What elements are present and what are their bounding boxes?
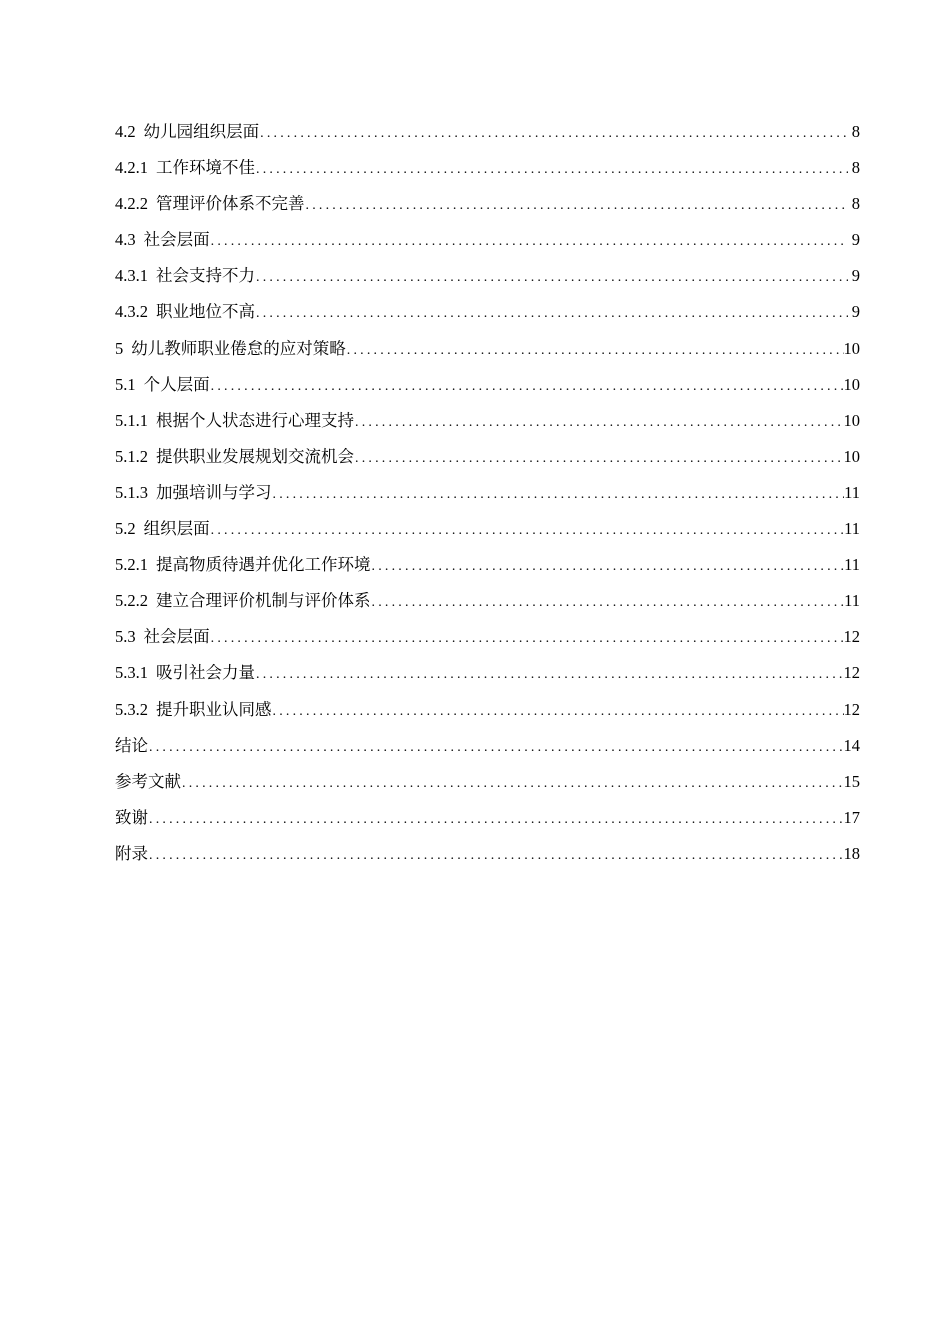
toc-entry[interactable] [115, 367, 860, 403]
toc-section-title: 社会支持不力 [156, 266, 255, 286]
toc-dot-leader [148, 838, 844, 872]
toc-section-title: 根据个人状态进行心理支持 [156, 410, 354, 430]
toc-dot-leader [346, 333, 844, 367]
toc-section-number: 4.2.2 [115, 194, 148, 214]
toc-dot-leader [148, 730, 844, 764]
toc-section-number: 5.1 [115, 374, 136, 394]
toc-section-title: 参考文献 [115, 771, 181, 791]
toc-entry[interactable] [115, 692, 860, 728]
toc-section-number: 5 [115, 338, 124, 358]
toc-section-title: 幼儿教师职业倦怠的应对策略 [131, 338, 346, 358]
toc-entry[interactable] [115, 403, 860, 439]
toc-section-number: 5.1.1 [115, 410, 148, 430]
toc-dot-leader [259, 116, 848, 150]
toc-entry[interactable] [115, 222, 860, 258]
toc-section-number: 4.2 [115, 122, 136, 141]
toc-entry[interactable] [115, 186, 860, 222]
toc-page-number: 8 [851, 122, 860, 141]
toc-dot-leader [210, 369, 844, 403]
table-of-contents [115, 114, 860, 872]
toc-entry[interactable] [115, 655, 860, 691]
toc-dot-leader [371, 585, 845, 619]
toc-entry[interactable] [115, 547, 860, 583]
toc-page-number: 11 [844, 482, 860, 502]
toc-section-title: 职业地位不高 [156, 302, 255, 322]
toc-dot-leader [255, 657, 844, 691]
toc-section-number: 4.3.2 [115, 302, 148, 322]
toc-entry[interactable] [115, 150, 860, 186]
toc-section-title: 提高物质待遇并优化工作环境 [156, 555, 371, 575]
toc-dot-leader [255, 152, 848, 186]
toc-section-title: 结论 [115, 735, 148, 755]
toc-entry[interactable] [115, 475, 860, 511]
toc-section-title: 社会层面 [143, 627, 210, 647]
toc-section-number: 4.2.1 [115, 158, 148, 178]
toc-entry[interactable] [115, 728, 860, 764]
toc-entry[interactable] [115, 439, 860, 475]
toc-page-number: 10 [843, 446, 860, 466]
toc-section-number: 4.3 [115, 230, 136, 250]
toc-page-number: 9 [851, 266, 860, 286]
toc-entry[interactable] [115, 583, 860, 619]
toc-dot-leader [354, 405, 844, 439]
toc-section-number: 5.2.2 [115, 591, 148, 611]
toc-entry[interactable] [115, 258, 860, 294]
toc-section-number: 5.2.1 [115, 555, 148, 575]
toc-entry[interactable] [115, 800, 860, 836]
toc-page-number: 11 [844, 519, 860, 539]
toc-page-number: 11 [844, 555, 860, 575]
toc-page-number: 10 [843, 374, 860, 394]
toc-section-title: 致谢 [115, 807, 148, 827]
toc-entry[interactable] [115, 294, 860, 330]
toc-page-number: 9 [851, 230, 860, 250]
toc-entry[interactable] [115, 511, 860, 547]
toc-page-number: 8 [851, 194, 860, 214]
toc-section-number: 5.3 [115, 627, 136, 647]
toc-dot-leader [272, 477, 845, 511]
toc-page-number: 17 [843, 807, 860, 827]
toc-section-number: 5.1.2 [115, 446, 148, 466]
toc-page-number: 12 [843, 627, 860, 647]
toc-dot-leader [255, 296, 848, 330]
toc-page-number: 12 [843, 699, 860, 719]
toc-page-number: 14 [843, 735, 860, 755]
toc-dot-leader [305, 188, 849, 222]
toc-section-title: 个人层面 [143, 374, 210, 394]
toc-section-title: 提供职业发展规划交流机会 [156, 446, 354, 466]
toc-section-title: 工作环境不佳 [156, 158, 255, 178]
toc-entry[interactable] [115, 836, 860, 872]
toc-section-title: 建立合理评价机制与评价体系 [156, 591, 371, 611]
toc-page-number: 12 [843, 663, 860, 683]
toc-dot-leader [210, 621, 844, 655]
toc-section-title: 幼儿园组织层面 [143, 122, 260, 141]
toc-page-number: 8 [851, 158, 860, 178]
toc-section-number: 5.2 [115, 519, 136, 539]
toc-entry[interactable] [115, 619, 860, 655]
toc-dot-leader [210, 224, 848, 258]
toc-section-title: 社会层面 [143, 230, 210, 250]
toc-dot-leader [210, 513, 844, 547]
toc-page-number: 9 [851, 302, 860, 322]
toc-section-title: 加强培训与学习 [156, 482, 272, 502]
toc-section-title: 组织层面 [143, 519, 210, 539]
toc-section-number: 5.3.2 [115, 699, 148, 719]
toc-section-title: 管理评价体系不完善 [156, 194, 305, 214]
toc-section-number: 5.3.1 [115, 663, 148, 683]
toc-dot-leader [354, 441, 844, 475]
toc-section-title: 附录 [115, 843, 148, 863]
toc-dot-leader [371, 549, 845, 583]
toc-page-number: 11 [844, 591, 860, 611]
toc-dot-leader [181, 766, 844, 800]
toc-entry[interactable] [115, 764, 860, 800]
toc-dot-leader [272, 694, 844, 728]
toc-page-number: 10 [843, 410, 860, 430]
toc-section-title: 吸引社会力量 [156, 663, 255, 683]
toc-dot-leader [148, 802, 844, 836]
toc-page-number: 18 [843, 843, 860, 863]
toc-page-number: 10 [843, 338, 860, 358]
toc-dot-leader [255, 260, 848, 294]
toc-entry[interactable] [115, 331, 860, 367]
toc-entry[interactable] [115, 114, 860, 150]
toc-section-number: 4.3.1 [115, 266, 148, 286]
toc-page-number: 15 [843, 771, 860, 791]
toc-section-title: 提升职业认同感 [156, 699, 272, 719]
toc-section-number: 5.1.3 [115, 482, 148, 502]
